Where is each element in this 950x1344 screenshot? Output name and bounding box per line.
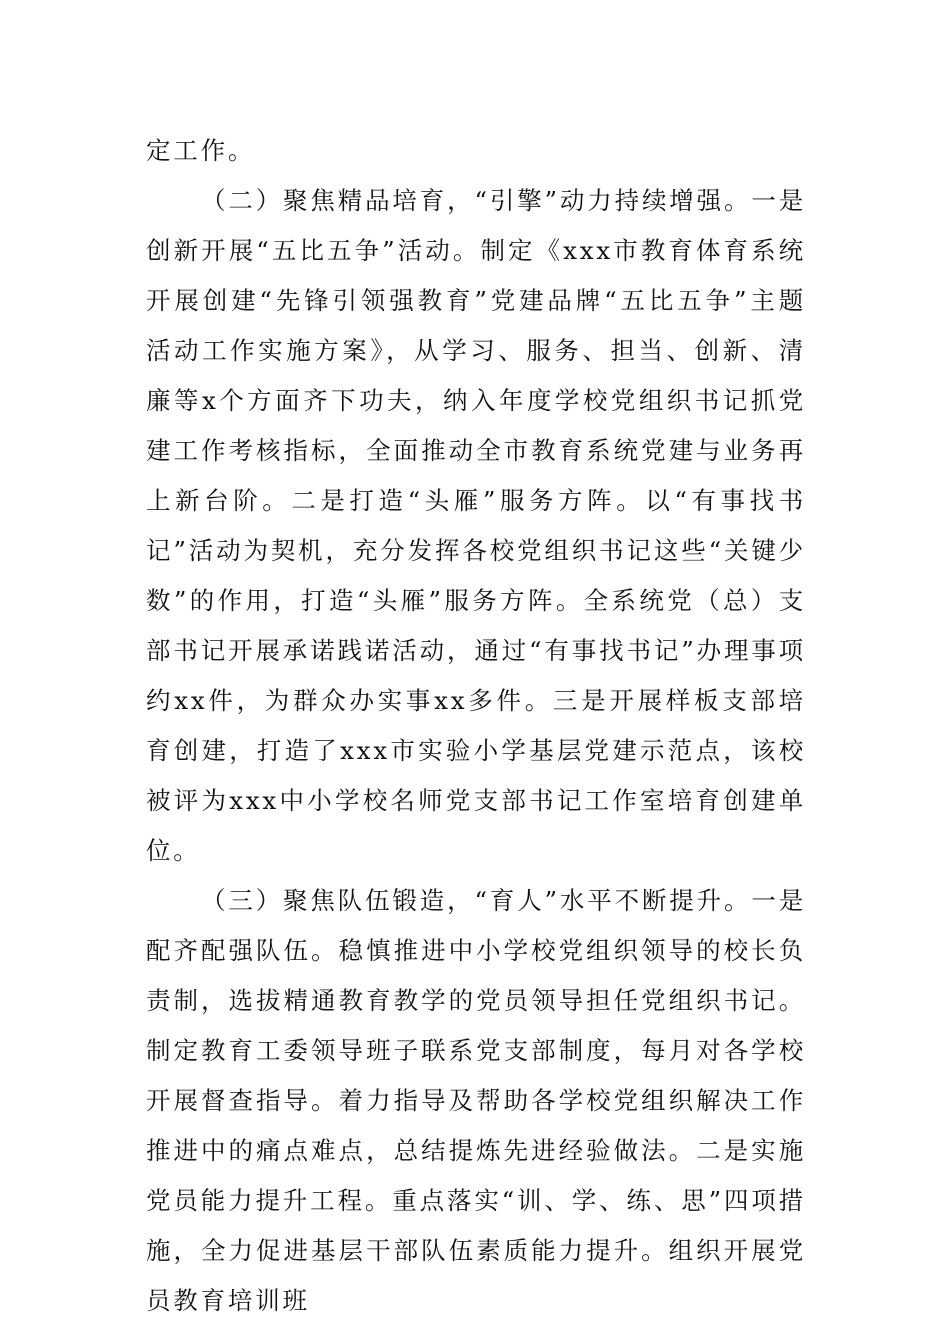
paragraph-continuation: 定工作。 (146, 136, 256, 165)
document-body (146, 126, 806, 1326)
paragraph-section-three: （三）聚焦队伍锻造，“育人”水平不断提升。一是配齐配强队伍。稳慎推进中小学校党组织领导的校长负责制，选拔精通教育教学的党员领导担任党组织书记。制定教育工委领导班子联系党支部制度，每月对各学校开展督查指导。着力指导及帮助各学校党组织解决工作推进中的痛点难点，总结提炼先进经验做法。二是实施党员能力提升工程。重点落实“训、学、练、思”四项措施，全力促进基层干部队伍素质能力提升。组织开展党员教育培训班 (146, 886, 806, 1315)
paragraph-section-two: （二）聚焦精品培育，“引擎”动力持续增强。一是创新开展“五比五争”活动。制定《xxx市教育体育系统开展创建“先锋引领强教育”党建品牌“五比五争”主题活动工作实施方案》，从学习、服务、担当、创新、清廉等x个方面齐下功夫，纳入年度学校党组织书记抓党建工作考核指标，全面推动全市教育系统党建与业务再上新台阶。二是打造“头雁”服务方阵。以“有事找书记”活动为契机，充分发挥各校党组织书记这些“关键少数”的作用，打造“头雁”服务方阵。全系统党（总）支部书记开展承诺践诺活动，通过“有事找书记”办理事项约xx件，为群众办实事xx多件。三是开展样板支部培育创建，打造了xxx市实验小学基层党建示范点，该校被评为xxx中小学校名师党支部书记工作室培育创建单位。 (146, 186, 806, 865)
